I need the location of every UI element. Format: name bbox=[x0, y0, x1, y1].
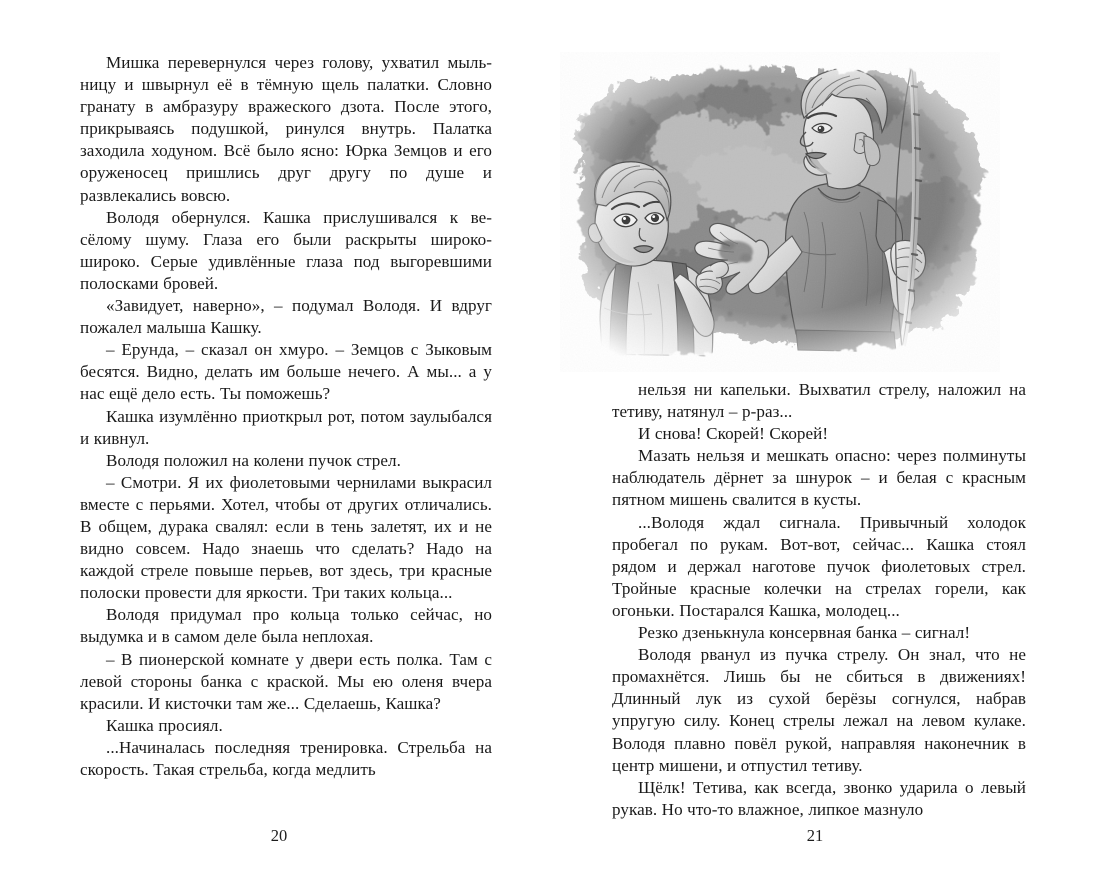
right-page bbox=[550, 0, 1100, 873]
paragraph: Щёлк! Тетива, как всегда, звонко ударила о левый рукав. Но что-то влажное, липкое мазнуло bbox=[612, 777, 1026, 819]
paragraph: – Ерунда, – сказал он хмуро. – Земцов с Зыковым бесятся. Видно, делать им больше нечего. А мы... а у нас ещё дело есть. Ты поможешь? bbox=[80, 340, 492, 404]
paragraph: – В пионерской комнате у двери есть полка. Там с левой стороны банка с краской. Мы ею оленя вчера красили. И кисточки там же... Сделаешь, Кашка? bbox=[80, 649, 492, 713]
paragraph: Володя обернулся. Кашка прислушивался к весёлому шуму. Глаза его были раскрыты широко-широко. Серые удивлённые глаза под выгоревшими полосками бровей. bbox=[80, 207, 492, 293]
paragraph: Володя рванул из пучка стрелу. Он знал, что не промахнётся. Лишь бы не сбиться в движениях! Длинный лук из сухой берёзы согнулся, набрав упругую силу. Конец стрелы лежал на левом кулаке. Володя плавно повёл рукой, направляя наконечник в центр мишени, и отпустил тетиву. bbox=[612, 645, 1026, 775]
paragraph: Володя придумал про кольца только сейчас, но выдумка и в самом деле была неплохая. bbox=[80, 605, 492, 647]
paragraph: Кашка изумлённо приоткрыл рот, потом заулыбался и кивнул. bbox=[80, 406, 492, 448]
paragraph: – Смотри. Я их фиолетовыми чернилами выкрасил вместе с перьями. Хотел, чтобы от других отличались. В общем, дурака свалял: если в тень залетят, их и не видно совсем. Надо знаешь что сделать? Надо на каждой стреле повыше перьев, вот здесь, три красные полоски провести для яркости. Три таких кольца... bbox=[80, 472, 492, 603]
paragraph: Мазать нельзя и мешкать опасно: через полминуты наблюдатель дёрнет за шнурок – и белая с красным пятном мишень свалится в кусты. bbox=[612, 446, 1026, 510]
paragraph: нельзя ни капельки. Выхватил стрелу, наложил на тетиву, натянул – р-раз... bbox=[612, 380, 1026, 422]
left-text-column bbox=[80, 52, 492, 781]
right-text-column bbox=[612, 379, 1026, 821]
left-page-body bbox=[0, 52, 550, 873]
paragraph: ...Володя ждал сигнала. Привычный холодок пробегал по рукам. Вот-вот, сейчас... Кашка стоял рядом и держал наготове пучок фиолетовых стрел. Тройные красные колечки на стрелах горели, как огоньки. Постарался Кашка, молодец... bbox=[612, 512, 1026, 620]
paragraph: Мишка перевернулся через голову, ухватил мыльницу и швырнул её в тёмную щель палатки. Словно гранату в амбразуру вражеского дзота. После этого, прикрываясь подушкой, ринулся внутрь. Палатка заходила ходуном. Всё было ясно: Юрка Земцов и его оруженосец пришлись друг другу по душе и развлекались вовсю. bbox=[80, 53, 492, 205]
paragraph: Володя положил на колени пучок стрел. bbox=[106, 450, 401, 470]
page-number-left: 20 bbox=[270, 826, 288, 845]
two-boys-with-bow-illustration bbox=[560, 52, 1000, 372]
paragraph: «Завидует, наверно», – подумал Володя. И вдруг пожалел малыша Кашку. bbox=[80, 296, 492, 338]
page-number-right: 21 bbox=[806, 826, 824, 845]
right-page-body bbox=[550, 52, 1100, 873]
paragraph: Кашка просиял. bbox=[106, 715, 223, 735]
paragraph: Резко дзенькнула консервная банка – сигнал! bbox=[638, 623, 971, 643]
paragraph: ...Начиналась последняя тренировка. Стрельба на скорость. Такая стрельба, когда медлить bbox=[80, 737, 492, 779]
paragraph: И снова! Скорей! Скорей! bbox=[638, 424, 829, 444]
